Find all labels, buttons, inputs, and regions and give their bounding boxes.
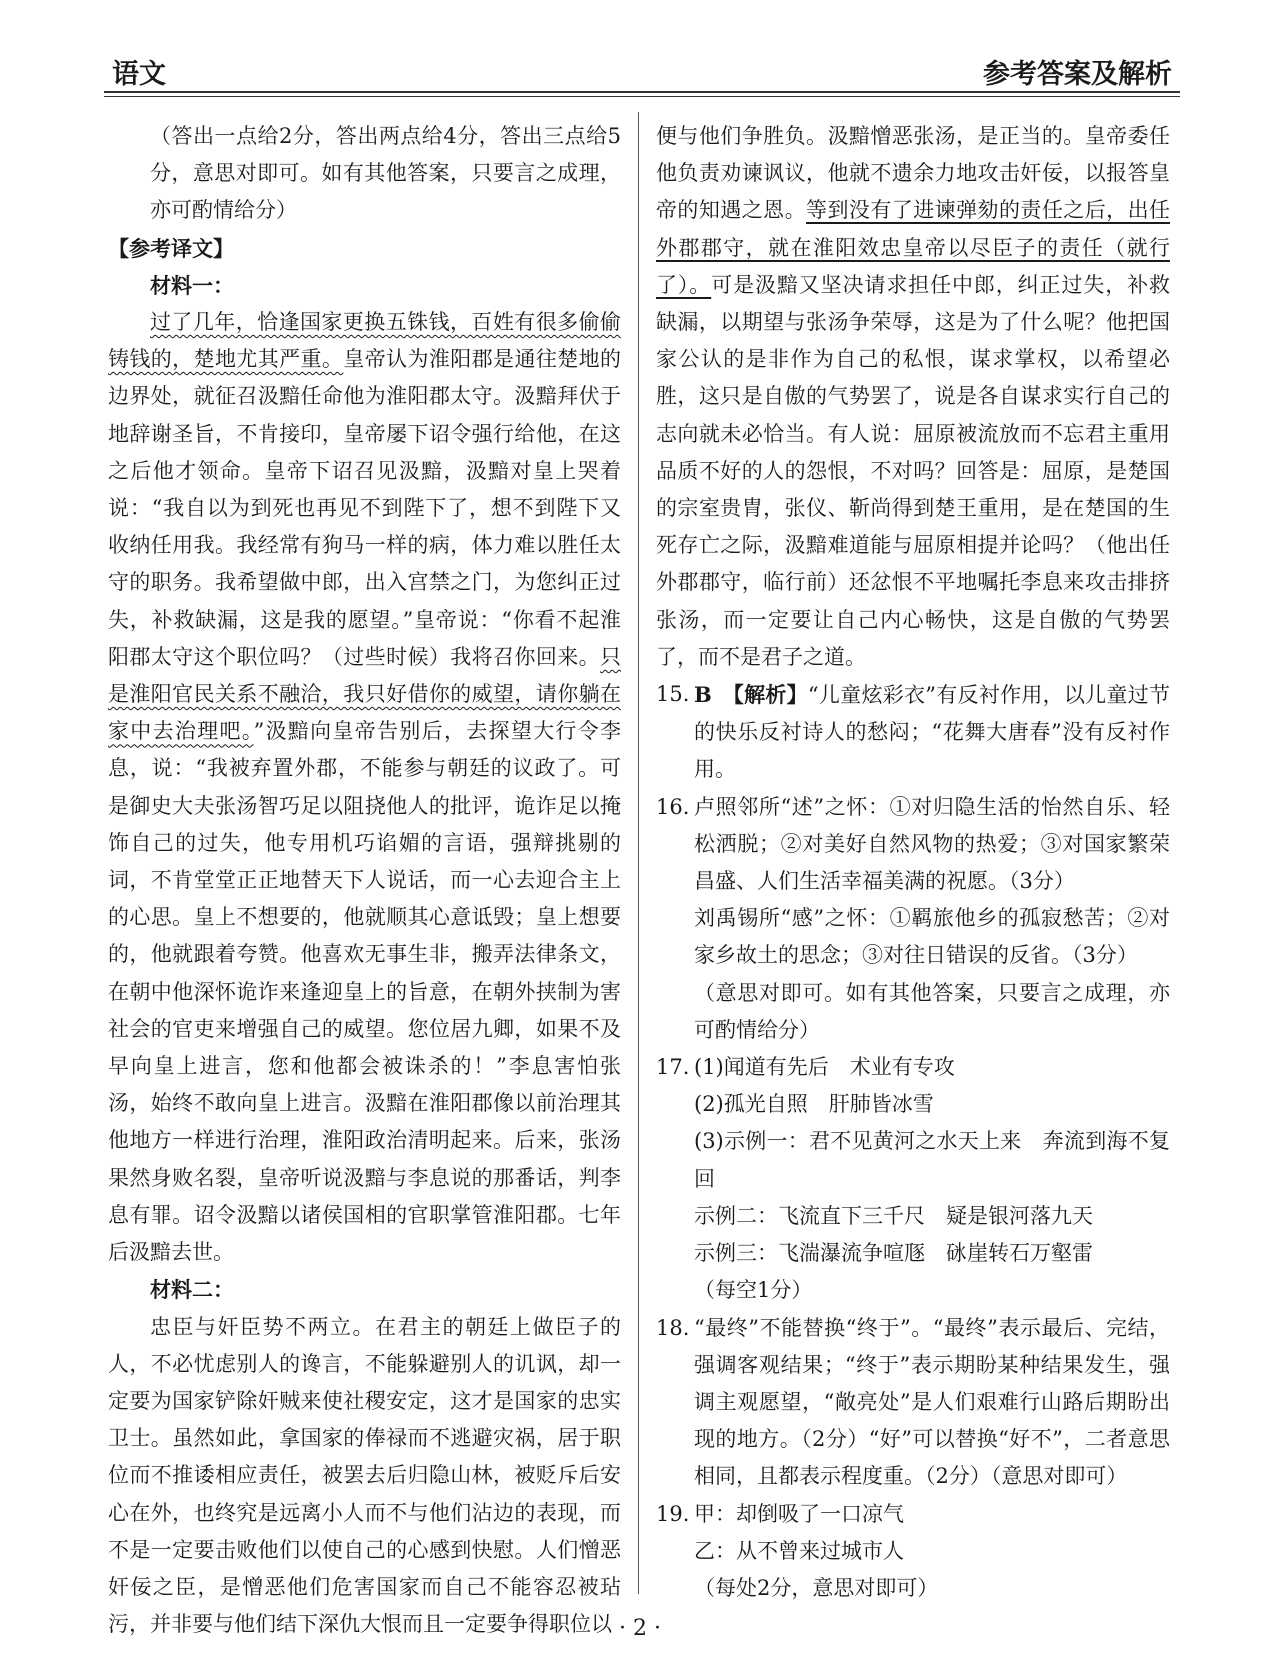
answer-line: （每空1分）	[694, 1278, 813, 1303]
material-one-text-a: 皇帝认为淮阳郡是通往楚地的边界处，就征召汲黯任命他为淮阳郡太守。汲黯拜伏于地辞谢圣旨，不肯接印，皇帝屡下诏令强行给他，在这之后他才领命。皇帝下诏召见汲黯，汲黯对皇上哭着说：“我自以为到死也再见不到陛下了，想不到陛下又收纳任用我。我经常有狗马一样的病，体力难以胜任太守的职务。我希望做中郎，出入宫禁之门，为您纠正过失，补救缺漏，这是我的愿望。”皇帝说：“你看不起淮阳郡太守这个职位吗？（过些时候）我将召你回来。	[108, 347, 622, 669]
question-18	[656, 1310, 1170, 1496]
material-one-title: 材料一：	[150, 272, 234, 298]
question-number: 16.	[656, 794, 690, 819]
left-column	[108, 118, 621, 1643]
answer-line: 示例二：飞流直下三千尺 疑是银河落九天	[694, 1203, 1093, 1228]
analysis-text: “儿童炫彩衣”有反衬作用，以儿童过节的快乐反衬诗人的愁闷；“花舞大唐春”没有反衬作用。	[694, 683, 1170, 782]
answer-line: （意思对即可。如有其他答案，只要言之成理，亦可酌情给分）	[694, 980, 1170, 1042]
question-16	[656, 789, 1170, 1049]
answer-line: 卢照邻所“述”之怀：①对归隐生活的怡然自乐、轻松洒脱；②对美好自然风物的热爱；③对国家繁荣昌盛、人们生活幸福美满的祝愿。（3分）	[694, 794, 1170, 894]
page-number: · 2 ·	[619, 1616, 661, 1641]
answer-line: 示例三：飞湍瀑流争喧豗 砯崖转石万壑雷	[694, 1241, 1093, 1266]
answer-line: (2)孤光自照 肝肺皆冰雪	[694, 1092, 934, 1117]
answer-line: (1)闻道有先后 术业有专攻	[694, 1055, 955, 1080]
question-17	[656, 1049, 1170, 1309]
answer-line: “最终”不能替换“终于”。“最终”表示最后、完结，强调客观结果；“终于”表示期盼某种结果发生，强调主观愿望，“敞亮处”是人们艰难行山路后期盼出现的地方。（2分）“好”可以替换“好不”，二者意思相同，且都表示程度重。（2分）（意思对即可）	[694, 1315, 1170, 1489]
answer-line: 甲：却倒吸了一口凉气	[694, 1501, 904, 1526]
column-divider	[638, 112, 639, 1594]
answer-line: 乙：从不曾来过城市人	[694, 1538, 904, 1563]
wavy-underlined-sentence: 过了几年，恰逢国家更换五铢钱，百姓有很多偷偷铸钱的，楚地尤其严重。	[108, 310, 621, 372]
material-one-paragraph	[108, 304, 621, 1271]
answer-line: （每处2分，意思对即可）	[694, 1575, 939, 1600]
header-rule-thick	[104, 91, 1180, 93]
question-15	[656, 676, 1170, 789]
question-number: 17.	[656, 1055, 690, 1080]
subject-title: 语文	[112, 59, 166, 90]
material-two-title: 材料二：	[150, 1277, 234, 1303]
answer-label: B 【解析】	[694, 682, 808, 708]
material-two-paragraph: 忠臣与奸臣势不两立。在君主的朝廷上做臣子的人，不必忧虑别人的谗言，不能躲避别人的讥讽，却一定要为国家铲除奸贼来使社稷安定，这才是国家的忠实卫士。虽然如此，拿国家的俸禄而不逃避灾祸，居于职位而不推诿相应责任，被罢去后归隐山林，被贬斥后安心在外，也终究是远离小人而不与他们沾边的表现，而不是一定要击败他们以使自己的心感到快慰。人们憎恶奸佞之臣，是憎恶他们危害国家而自己不能容忍被玷污，并非要与他们结下深仇大恨而且一定要争得职位以	[108, 1314, 621, 1637]
section-title: 参考答案及解析	[983, 59, 1172, 90]
answer-line: (3)示例一：君不见黄河之水天上来 奔流到海不复回	[694, 1129, 1170, 1191]
continued-text-a: 便与他们争胜负。汲黯憎恶张汤，是正当的。皇帝委任他负责劝谏讽议，他就不遗余力地攻击奸佞，以报答皇帝的知遇之恩。	[656, 124, 1170, 223]
header-rule-thin	[104, 96, 1180, 97]
underlined-sentence: 等到没有了进谏弹劾的责任之后，出任外郡郡守，就在淮阳效忠皇帝以尽臣子的责任（就行了）。	[656, 198, 1171, 297]
continued-text-b: 可是汲黯又坚决请求担任中郎，纠正过失，补救缺漏，以期望与张汤争荣辱，这是为了什么呢？他把国家公认的是非作为自己的私恨，谋求掌权，以希望必胜，这只是自傲的气势罢了，说是各自谋求实行自己的志向就未必恰当。有人说：屈原被流放而不忘君主重用品质不好的人的怨恨，不对吗？回答是：屈原，是楚国的宗室贵胄，张仪、靳尚得到楚王重用，是在楚国的生死存亡之际，汲黯难道能与屈原相提并论吗？（他出任外郡郡守，临行前）还忿恨不平地嘱托李息来攻击排挤张汤，而一定要让自己内心畅快，这是自傲的气势罢了，而不是君子之道。	[656, 272, 1171, 669]
question-number: 18.	[656, 1315, 690, 1340]
scoring-note: （答出一点给2分，答出两点给4分，答出三点给5分，意思对即可。如有其他答案，只要言之成理，亦可酌情给分）	[150, 124, 621, 223]
translation-title: 【参考译文】	[108, 235, 234, 261]
question-number: 19.	[656, 1501, 690, 1526]
material-one-text-b: ”汲黯向皇帝告别后，去探望大行令李息，说：“我被弃置外郡，不能参与朝廷的议政了。可是御史大夫张汤智巧足以阻挠他人的批评，诡诈足以掩饰自己的过失，他专用机巧谄媚的言语，强辩挑剔的词，不肯堂堂正正地替天下人说话，而一心去迎合主上的心思。皇上不想要的，他就顺其心意诋毁；皇上想要的，他就跟着夸赞。他喜欢无事生非，搬弄法律条文，在朝中他深怀诡诈来逢迎皇上的旨意，在朝外挟制为害社会的官吏来增强自己的威望。您位居九卿，如果不及早向皇上进言，您和他都会被诛杀的！”李息害怕张汤，始终不敢向皇上进言。汲黯在淮阳郡像以前治理其他地方一样进行治理，淮阳政治清明起来。后来，张汤果然身败名裂，皇帝听说汲黯与李息说的那番话，判李息有罪。诏令汲黯以诸侯国相的官职掌管淮阳郡。七年后汲黯去世。	[108, 719, 622, 1265]
right-column	[656, 118, 1170, 1607]
answer-line: 刘禹锡所“感”之怀：①羁旅他乡的孤寂愁苦；②对家乡故土的思念；③对往日错误的反省。（3分）	[694, 906, 1170, 968]
question-19	[656, 1496, 1170, 1608]
material-two-continued	[656, 118, 1170, 676]
question-number: 15.	[656, 682, 690, 707]
wavy-underlined-sentence-2: 只是淮阳官民关系不融洽，我只好借你的威望，请你躺在家中去治理吧。	[108, 644, 621, 744]
